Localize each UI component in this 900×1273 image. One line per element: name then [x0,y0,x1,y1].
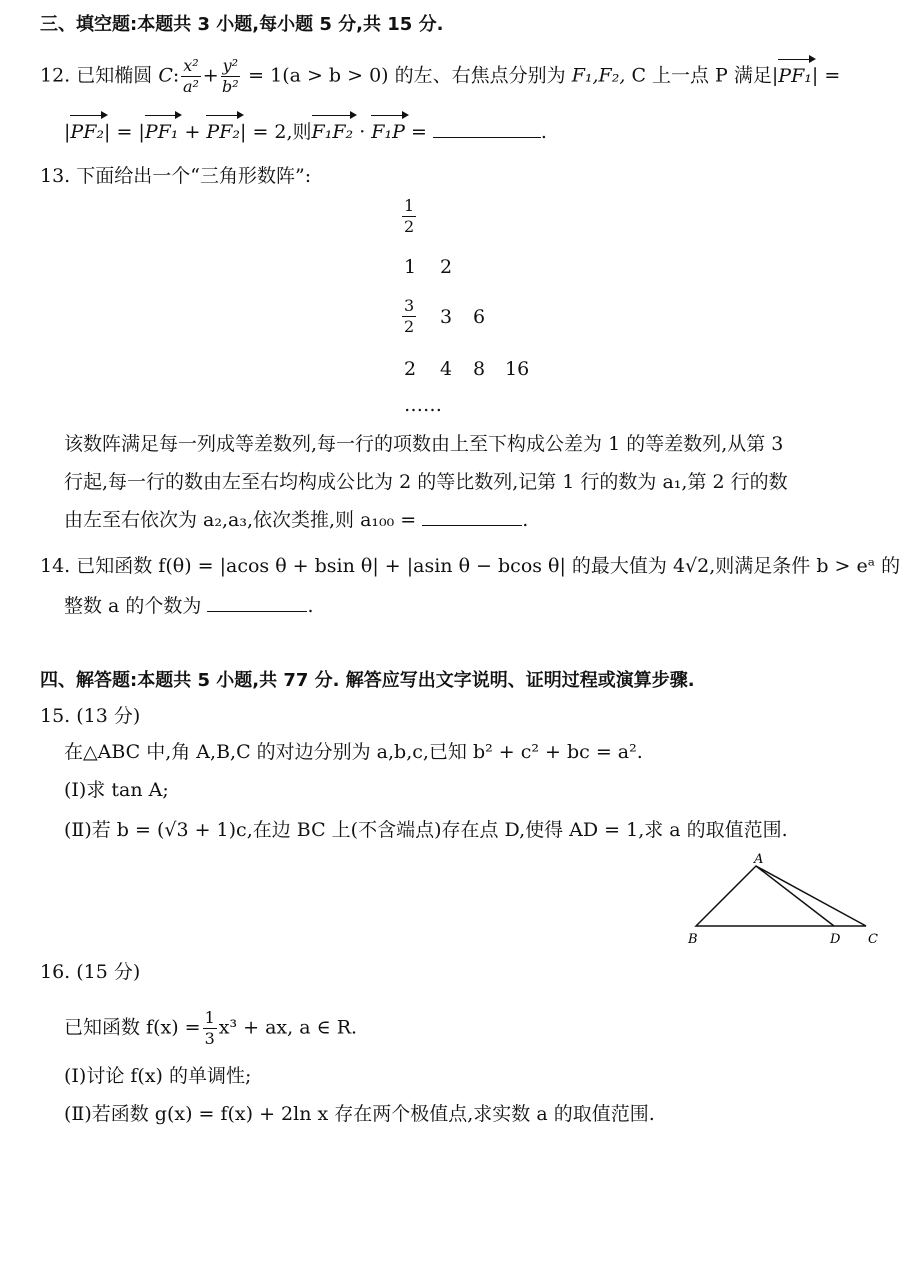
q16-part2: (Ⅱ)若函数 g(x) = f(x) + 2ln x 存在两个极值点,求实数 a 的取值范围. [64,1103,655,1125]
q12-cond: C 上一点 P 满足| [631,64,779,87]
q15-part1: (Ⅰ)求 tan A; [64,779,169,801]
q12-eq-tail: = 1(a > b > 0) [248,64,389,87]
q13-text-line2: 行起,每一行的数由左至右均构成公比为 2 的等比数列,记第 1 行的数为 a₁,第 2 行的数 [64,471,788,493]
array-r1-c1: $\frac{1}{2}$ [404,196,415,236]
q16-stem-pre: 已知函数 f(x) = [64,1016,201,1039]
q14-number: 14. [40,555,71,577]
question-13-title [40,162,311,190]
q13-title: 下面给出一个“三角形数阵”: [76,165,312,187]
q14-line1: 已知函数 f(θ) = |acos θ + bsin θ| + |asin θ − bcos θ| 的最大值为 4√2,则满足条件 b > eᵃ 的 [76,555,900,577]
question-15-header [40,702,140,730]
array-r3-c1: $\frac{3}{2}$ [404,296,415,336]
q12-vec-pf1: PF₁ [778,62,812,90]
array-r3-c3: 6 [473,306,486,328]
q12-plus: + [184,121,201,143]
q12-vec-pf2: PF₂ [70,118,104,146]
q12-frac-y: $\frac{\text{y²}}{\text{b²}}$ [222,56,239,96]
array-r4-c1: 2 [404,358,417,380]
q15-score: (13 分) [76,705,141,727]
question-14-line2 [64,592,314,620]
q12-dot: · [359,121,366,143]
q13-end: . [522,509,529,531]
q15-part2: (Ⅱ)若 b = (√3 + 1)c,在边 BC 上(不含端点)存在点 D,使得 AD = 1,求 a 的取值范围. [64,819,788,841]
segment-ad [756,866,834,926]
question-16-header [40,958,140,986]
q13-answer-blank[interactable] [422,525,522,526]
triangle-figure [680,850,880,950]
q12-intro: 已知椭圆 [76,64,153,87]
q14-line2: 整数 a 的个数为 [64,595,202,617]
q13-text3: 由左至右依次为 a₂,a₃,依次类推,则 a₁₀₀ = [64,509,417,531]
array-r4-c4: 16 [505,358,530,380]
q12-foci: F₁,F₂, [571,64,626,87]
question-12-line2: |PF₂| = |PF₁ + PF₂| = 2,则F₁F₂ · F₁P = . [64,118,547,146]
q12-mid: 的左、右焦点分别为 [394,64,566,87]
q16-part1: (Ⅰ)讨论 f(x) 的单调性; [64,1065,252,1087]
array-ellipsis: …… [404,394,442,416]
q12-end: . [540,121,547,143]
section-4-title: 四、解答题:本题共 5 小题,共 77 分. 解答应写出文字说明、证明过程或演算步骤. [40,670,695,691]
q14-answer-blank[interactable] [207,611,307,612]
question-12-line1: 12. 已知椭圆 C: $\frac{\text{x²}}{\text{a²}}$ + $\frac{\text{y²}}{\text{b²}}$ = 1(a > b > 0) 的左、右焦点分别为 F₁,F₂, C 上一点 P 满足|PF₁| = [40,56,841,96]
q12-vec-pf2b: PF₂ [206,118,240,146]
label-b: B [688,932,698,947]
q15-number: 15. [40,705,71,727]
q16-stem-post: x³ + ax, a ∈ R. [218,1016,358,1039]
label-c: C [868,932,878,947]
q13-number: 13. [40,165,71,187]
q12-vec-f1p: F₁P [371,118,405,146]
array-r2-c1: 1 [404,256,417,278]
q16-number: 16. [40,961,71,983]
q16-frac: $\frac{1}{3}$ [204,1008,215,1048]
q13-text-line3 [64,506,528,534]
q16-score: (15 分) [76,961,141,983]
q12-answer-blank[interactable] [433,137,541,138]
array-r3-c2: 3 [440,306,453,328]
q13-text-line1: 该数阵满足每一列成等差数列,每一行的项数由上至下构成公差为 1 的等差数列,从第 3 [64,433,784,455]
q12-frac-x: $\frac{\text{x²}}{\text{a²}}$ [183,56,199,96]
q12-mid2: | = | [104,121,145,143]
q12-number: 12. [40,64,71,87]
q12-eq1: | = [811,64,841,87]
q12-curve: C [158,64,173,87]
q14-end: . [307,595,314,617]
label-a: A [754,852,764,867]
array-r4-c2: 4 [440,358,453,380]
array-r2-c2: 2 [440,256,453,278]
array-r4-c3: 8 [473,358,486,380]
question-14-line1 [40,552,900,580]
label-d: D [830,932,841,947]
q12-mid3: | = 2,则 [240,121,312,143]
q16-stem [64,1008,357,1049]
triangle-abc [696,866,866,926]
q12-vec-pf1b: PF₁ [145,118,179,146]
q12-vec-f1f2: F₁F₂ [312,118,354,146]
q15-stem: 在△ABC 中,角 A,B,C 的对边分别为 a,b,c,已知 b² + c² + bc = a². [64,741,643,763]
q12-eq-end: = [410,121,427,143]
section-3-title: 三、填空题:本题共 3 小题,每小题 5 分,共 15 分. [40,14,444,35]
